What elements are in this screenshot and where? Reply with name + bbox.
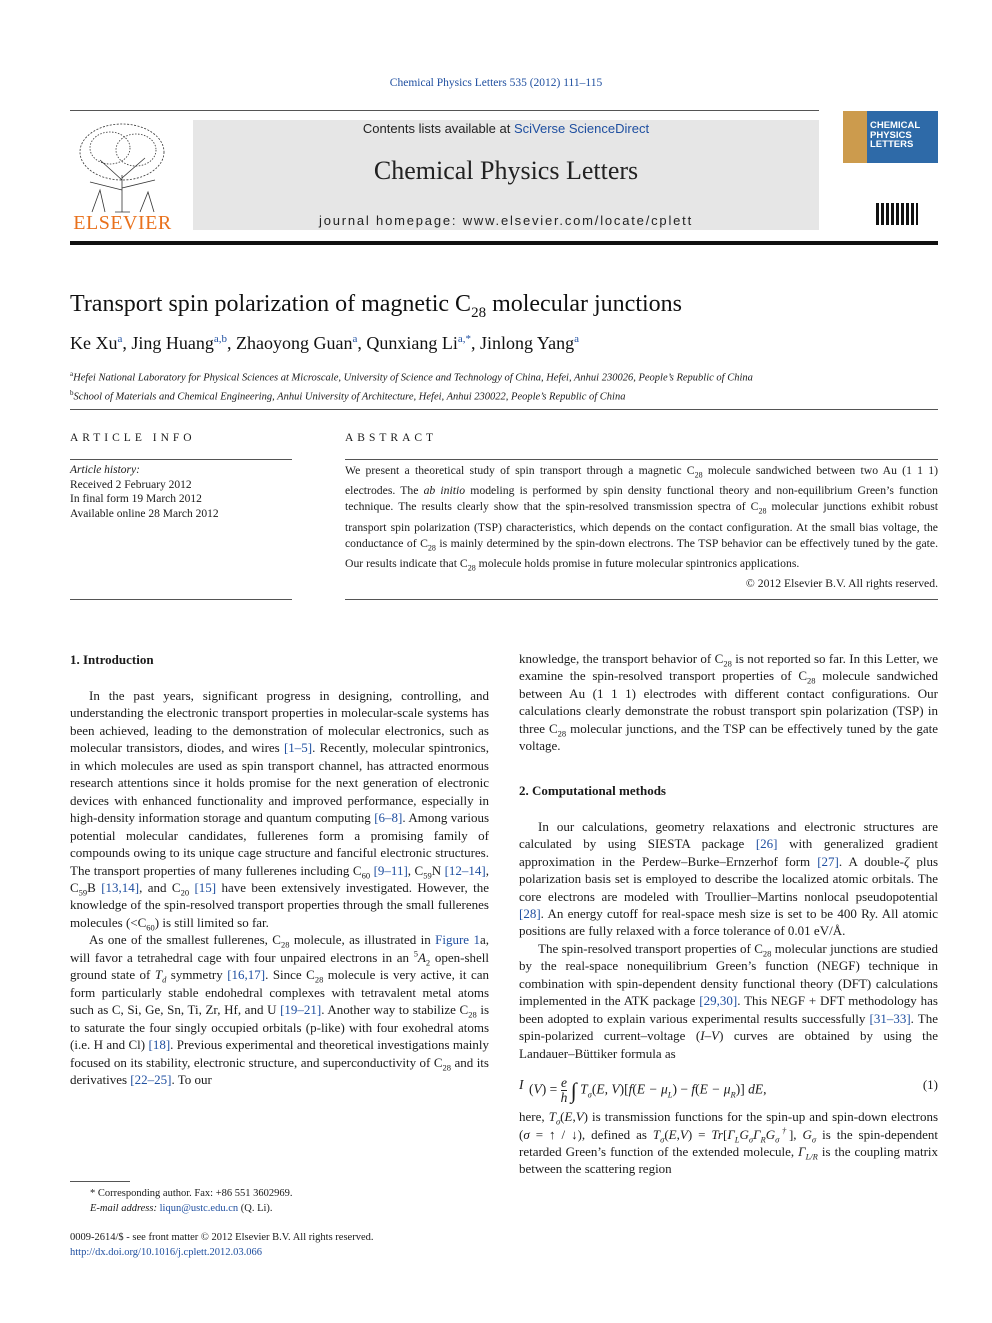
abstract-heading: ABSTRACT — [345, 432, 438, 444]
cover-title-line: CHEMICAL — [870, 120, 921, 131]
journal-homepage[interactable]: journal homepage: www.elsevier.com/locate/cplett — [319, 213, 693, 228]
title-text-end: molecular junctions — [486, 291, 683, 317]
elsevier-wordmark: ELSEVIER — [73, 212, 172, 234]
body-column-left — [70, 650, 489, 1088]
journal-name: Chemical Physics Letters — [373, 156, 639, 185]
journal-cover-thumbnail[interactable] — [843, 111, 938, 230]
abstract-copyright: © 2012 Elsevier B.V. All rights reserved. — [745, 577, 938, 591]
body-paragraph: In the past years, significant progress in designing, controlling, and understanding the electronic transport properties in molecular-scale systems has been achieved, leading to the demonstration of molecular electronics, such as molecular transistors, diodes, and wires [1–5]. Recently, molecular spintronics, in which molecules are used as spin transport channel, has attracted enormous research attentions since it holds promise for the next generation of electronic devices with enhanced functionality and improved performance, especially in high-density information storage and quantum computing [6–8]. Among various potential molecular candidates, fullerenes form a promising family of compounds owing to its unique cage structure and fanciful electronic structures. The transport properties of many fullerenes including $C_{60}$ [9–11], $C_{59}N$ [12–14], $C_{59}B$ [13,14], and $C_{20}$ [15] have been extensively investigated. However, the knowledge of the spin-resolved transport properties through the small fullerenes molecules $(<C_{60})$ is still limited so far. — [70, 688, 490, 933]
author-affiliation-mark[interactable]: a — [117, 333, 123, 345]
cover-title-line: LETTERS — [870, 139, 914, 150]
email-link[interactable]: liqun@ustc.edu.cn — [159, 1203, 239, 1214]
issn-line: 0009-2614/$ - see front matter © 2012 Elsevier B.V. All rights reserved. — [70, 1232, 374, 1243]
author-name: Zhaoyong Guan — [236, 333, 353, 353]
cover-barcode — [876, 203, 918, 225]
citation-link[interactable]: [28] — [519, 905, 541, 921]
cover-title-line: PHYSICS — [870, 129, 912, 141]
author-name: Ke Xu — [70, 333, 118, 353]
citation-link[interactable]: [1–5] — [283, 740, 313, 756]
section-heading: 2. Computational methods — [519, 782, 666, 798]
section-rule — [70, 459, 292, 460]
header-rule — [70, 110, 819, 111]
author-name: Qunxiang Li — [366, 333, 458, 353]
citation-link[interactable]: [19–21] — [280, 1002, 322, 1018]
equation-body: (V) = $\frac{e}{h}$ ∫ $T_\sigma(E$, $V)[f(E - \mu_L) - f(E - \mu_R)]$ dE, — [529, 1075, 767, 1106]
affiliations — [70, 367, 938, 404]
author-affiliation-mark[interactable]: a,* — [457, 333, 472, 345]
article-info-heading: ARTICLE INFO — [70, 432, 196, 444]
journal-reference[interactable]: Chemical Physics Letters 535 (2012) 111–115 — [389, 77, 603, 89]
citation-link[interactable]: [15] — [194, 879, 217, 895]
section-heading: 1. Introduction — [70, 652, 154, 667]
affiliation-mark: b — [70, 388, 74, 397]
author-list: Ke Xu$^a$, Jing Huang$^{a,b}$, Zhaoyong Guan$^a$, Qunxiang $Li^{a,*}$, Jinlong Yang$^a$ — [70, 333, 579, 353]
body-paragraph: The spin-resolved transport properties of $C_{28}$ molecular junctions are studied by the real-space nonequilibrium Green’s function (NEGF) technique in combination with spin-dependent density functional theory (DFT) calculations implemented in the ATK package [29,30]. This NEGF + DFT methodology has been adopted to explain various experimental results successfully [31–33]. The spin-polarized current–voltage (I–V) curves are obtained by using the Landauer–Büttiker formula as — [519, 940, 939, 1061]
contents-line — [193, 121, 819, 136]
history-label: Article history: — [70, 464, 140, 476]
article-identifiers — [70, 1230, 489, 1260]
email-suffix: (Q. Li). — [238, 1203, 273, 1214]
abstract-text: We present a theoretical study of spin transport through a magnetic $C_{28}$ molecule sandwiched between two Au (1 1 1) electrodes. The ab initio modeling is performed by spin density functional theory and non-equilibrium Green’s function technique. The results clearly show that the spin-resolved transmission spectra of $C_{28}$ molecular junctions exhibit robust transport spin polarization (TSP) characteristics, which depends on the contact configuration. At the small bias voltage, the conductance of $C_{28}$ is mainly determined by the spin-down electrons. The TSP behavior can be effectively tuned by the gate. Our results indicate that $C_{28}$ molecule holds promise in future molecular spintronics applications. — [345, 464, 938, 573]
equation-1 — [519, 1066, 938, 1104]
header-thick-rule — [70, 241, 938, 245]
title-subscript: 28 — [471, 304, 487, 321]
received-date: Received 2 February 2012 — [70, 478, 192, 491]
article-title — [70, 291, 938, 322]
section-rule — [345, 599, 938, 600]
online-date: Available online 28 March 2012 — [70, 508, 219, 521]
body-paragraph: As one of the smallest fullerenes, $C_{28}$ molecule, as illustrated in Figure 1a, will favor a tetrahedral cage with four unpaired electrons in an $^5A_2$ open-shell ground state of $T_d$ symmetry [16,17]. Since $C_{28}$ molecule is very active, it can form particularly stable endohedral complexes with tetravalent metal atoms such as C, Si, Ge, Sn, Ti, Zr, Hf, and U [19–21]. Another way to stabilize $C_{28}$ is to saturate the four singly occupied orbitals (p-like) with four exohedral atoms (i.e. H and Cl) [18]. Previous experimental and theoretical investigations mainly focused on its stability, electronic structure, and superconductivity of $C_{28}$ and its derivatives [22–25]. To our — [70, 932, 490, 1087]
corresponding-author-note: * Corresponding author. Fax: +86 551 3602969. — [90, 1188, 293, 1199]
citation-link[interactable]: [16,17] — [227, 967, 266, 983]
equation-number: (1) — [922, 1077, 938, 1093]
article-history — [70, 463, 292, 522]
footnote — [70, 1186, 489, 1216]
author-name: Jing Huang — [131, 333, 214, 353]
email-label: E-mail address: — [90, 1203, 160, 1214]
abstract-body — [345, 463, 938, 592]
body-paragraph: here, $T_\sigma(E,V)$ is transmission functions for the spin-up and spin-down electrons (σ = ↑ / ↓), defined as $T_\sigma(E,V) = Tr[\Gamma_LG_\sigma\Gamma_RG_\sigma^\dagger]$, $G_\sigma$ is the spin-dependent retarded Green’s function of the extended molecule, $\Gamma_{L/R}$ is the coupling matrix between the scattering region — [519, 1109, 939, 1177]
footnote-rule — [70, 1181, 130, 1182]
citation-link[interactable]: [18] — [148, 1037, 171, 1053]
section-rule — [345, 459, 938, 460]
affiliation-text: Hefei National Laboratory for Physical Sciences at Microscale, University of Science and Technology of China, Hefei, Anhui 230026, People’s Republic of China — [73, 372, 753, 384]
citation-link[interactable]: [31–33] — [869, 1010, 911, 1026]
equation-body: I — [519, 1077, 524, 1093]
contents-prefix: Contents lists available at — [362, 121, 514, 136]
citation-link[interactable]: [27] — [817, 853, 839, 869]
body-paragraph: In our calculations, geometry relaxations and electronic structures are calculated by using SIESTA package [26] with generalized gradient approximation in the Perdew–Burke–Ernzerhof form [27]. A double-ζ plus polarization basis set is employed to describe the localized atomic orbitals. The core electrons are modeled with Troullier–Martins nonlocal pseudopotential [28]. An energy cutoff for real-space mesh size is set to be 400 Ry. All atomic positions are fully relaxed with a force tolerance of 0.01 eV/Å. — [519, 818, 939, 939]
citation-link[interactable]: [29,30] — [699, 993, 738, 1009]
section-rule — [70, 599, 292, 600]
citation-link[interactable]: [22–25] — [130, 1071, 172, 1087]
affiliation-mark: a — [70, 370, 74, 378]
body-column-right — [519, 650, 938, 1178]
email-line — [70, 1201, 489, 1216]
affiliation-item — [70, 367, 938, 386]
body-paragraph: knowledge, the transport behavior of $C_{28}$ is not reported so far. In this Letter, we examine the spin-resolved transport properties of $C_{28}$ molecule sandwiched between Au (1 1 1) electrodes with different contact configurations. Our calculations clearly demonstrate the robust transport spin polarization (TSP) in three $C_{28}$ molecular junctions, and the TSP can be effectively tuned by the gate voltage. — [519, 651, 939, 754]
author-affiliation-mark[interactable]: a — [352, 333, 358, 345]
citation-link[interactable]: [26] — [755, 836, 778, 852]
affiliation-text: School of Materials and Chemical Engineering, Anhui University of Architecture, Hefei, Anhui 230022, People’s Republic of China — [73, 391, 626, 402]
citation-link[interactable]: [12–14] — [444, 862, 486, 878]
citation-link[interactable]: [6–8] — [374, 810, 403, 826]
author-affiliation-mark[interactable]: a,b — [213, 333, 228, 345]
figure-link[interactable]: Figure 1 — [435, 932, 480, 948]
cover-title — [870, 121, 920, 150]
citation-link[interactable]: [13,14] — [101, 879, 140, 895]
author-affiliation-mark[interactable]: a — [574, 333, 579, 345]
title-text: Transport spin polarization of magnetic C — [70, 291, 472, 317]
revised-date: In final form 19 March 2012 — [70, 493, 202, 506]
author-name: Jinlong Yang — [480, 333, 575, 353]
doi-link[interactable]: http://dx.doi.org/10.1016/j.cplett.2012.03.066 — [70, 1247, 263, 1258]
citation-link[interactable]: [9–11] — [373, 862, 408, 878]
sciencedirect-link[interactable]: SciVerse ScienceDirect — [513, 121, 650, 136]
section-rule — [70, 409, 938, 410]
affiliation-item — [70, 386, 938, 405]
